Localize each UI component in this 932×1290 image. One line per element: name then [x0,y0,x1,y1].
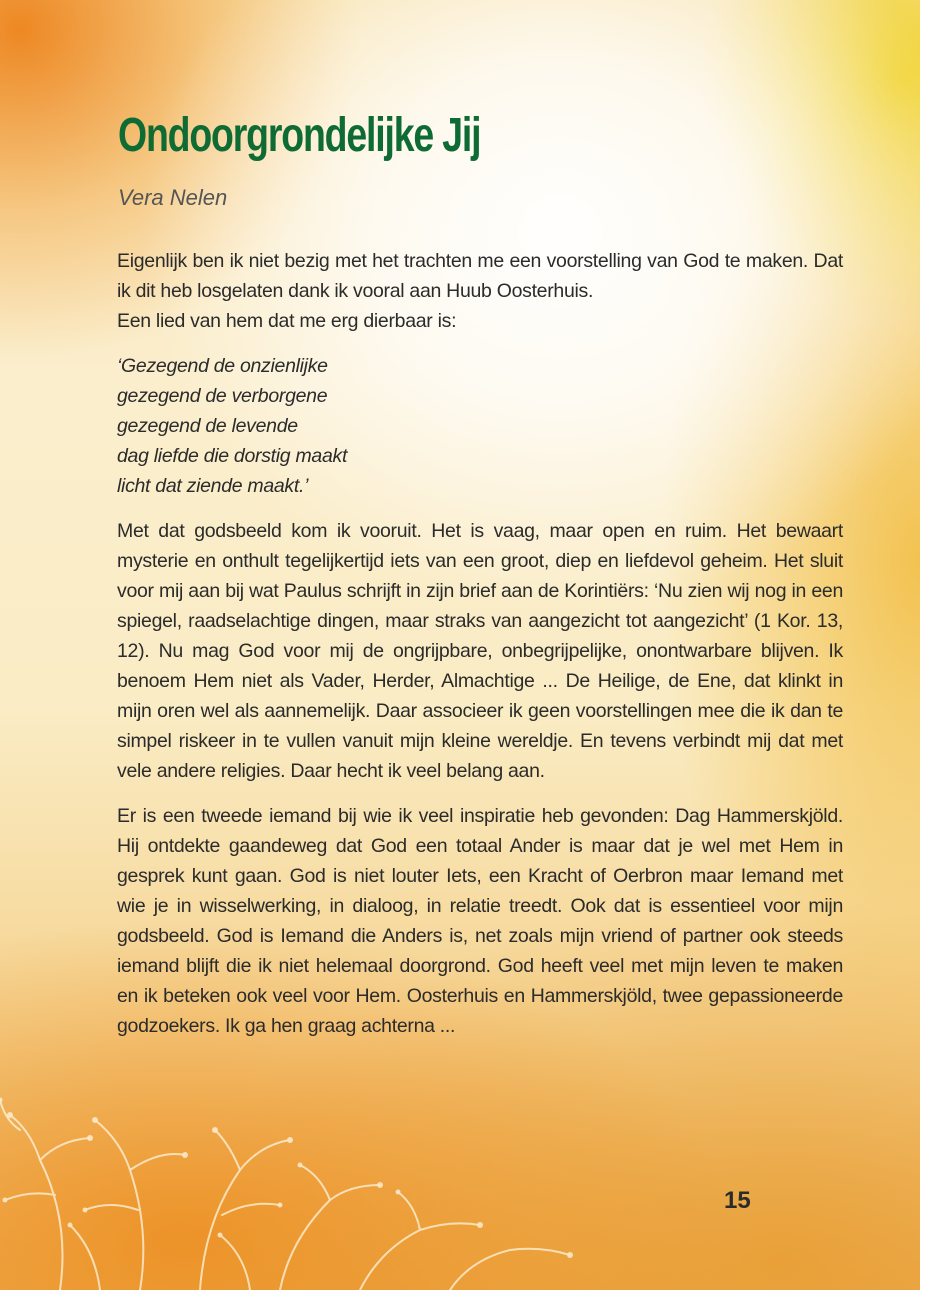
page-edge-strip [920,0,932,1290]
poem-line: dag liefde die dorstig maakt [117,445,348,467]
poem [117,351,843,501]
intro-line-2: Een lied van hem dat me erg dierbaar is: [117,310,457,332]
intro-paragraph [117,246,843,336]
intro-line-1: Eigenlijk ben ik niet bezig met het trachten me een voorstelling van God te maken. Dat ik dit heb losgelaten dank ik vooral aan Huub Oosterhuis. [117,250,843,302]
article-body [117,246,843,1041]
paragraph-3: Er is een tweede iemand bij wie ik veel inspiratie heb gevonden: Dag Hammerskjöld. Hij ontdekte gaandeweg dat God een totaal Ander is maar dat je wel met Hem in gesprek kunt gaan. God is niet louter Iets, een Kracht of Oerbron maar Iemand met wie je in wisselwerking, in dialoog, in relatie treedt. Ook dat is essentieel voor mijn godsbeeld. God is Iemand die Anders is, net zoals mijn vriend of partner ook steeds iemand blijft die ik niet helemaal doorgrond. God heeft veel met mijn leven te maken en ik beteken ook veel voor Hem. Oosterhuis en Hammerskjöld, twee gepassioneerde godzoekers. Ik ga hen graag achterna ... [117,805,843,1037]
poem-line: licht dat ziende maakt.’ [117,475,309,497]
grass-plant-illustration [0,1020,700,1290]
article-title: Ondoorgrondelijke Jij [118,109,481,162]
article-author: Vera Nelen [118,185,228,210]
poem-line: ‘Gezegend de onzienlijke [117,355,328,377]
page-number: 15 [724,1187,751,1214]
poem-line: gezegend de verborgene [117,385,328,407]
paragraph-2: Met dat godsbeeld kom ik vooruit. Het is vaag, maar open en ruim. Het bewaart mysterie en onthult tegelijkertijd iets van een groot, diep en liefdevol geheim. Het sluit voor mij aan bij wat Paulus schrijft in zijn brief aan de Korintiërs: ‘Nu zien wij nog in een spiegel, raadselachtige dingen, maar straks van aangezicht tot aangezicht’ (1 Kor. 13, 12). Nu mag God voor mij de ongrijpbare, onbegrijpelijke, onontwarbare blijven. Ik benoem Hem niet als Vader, Herder, Almachtige ... De Heilige, de Ene, dat klinkt in mijn oren wel als aannemelijk. Daar associeer ik geen voorstellingen mee die ik dan te simpel riskeer in te vullen vanuit mijn kleine wereldje. En tevens verbindt mij dat met vele andere religies. Daar hecht ik veel belang aan. [117,520,843,782]
poem-line: gezegend de levende [117,415,298,437]
